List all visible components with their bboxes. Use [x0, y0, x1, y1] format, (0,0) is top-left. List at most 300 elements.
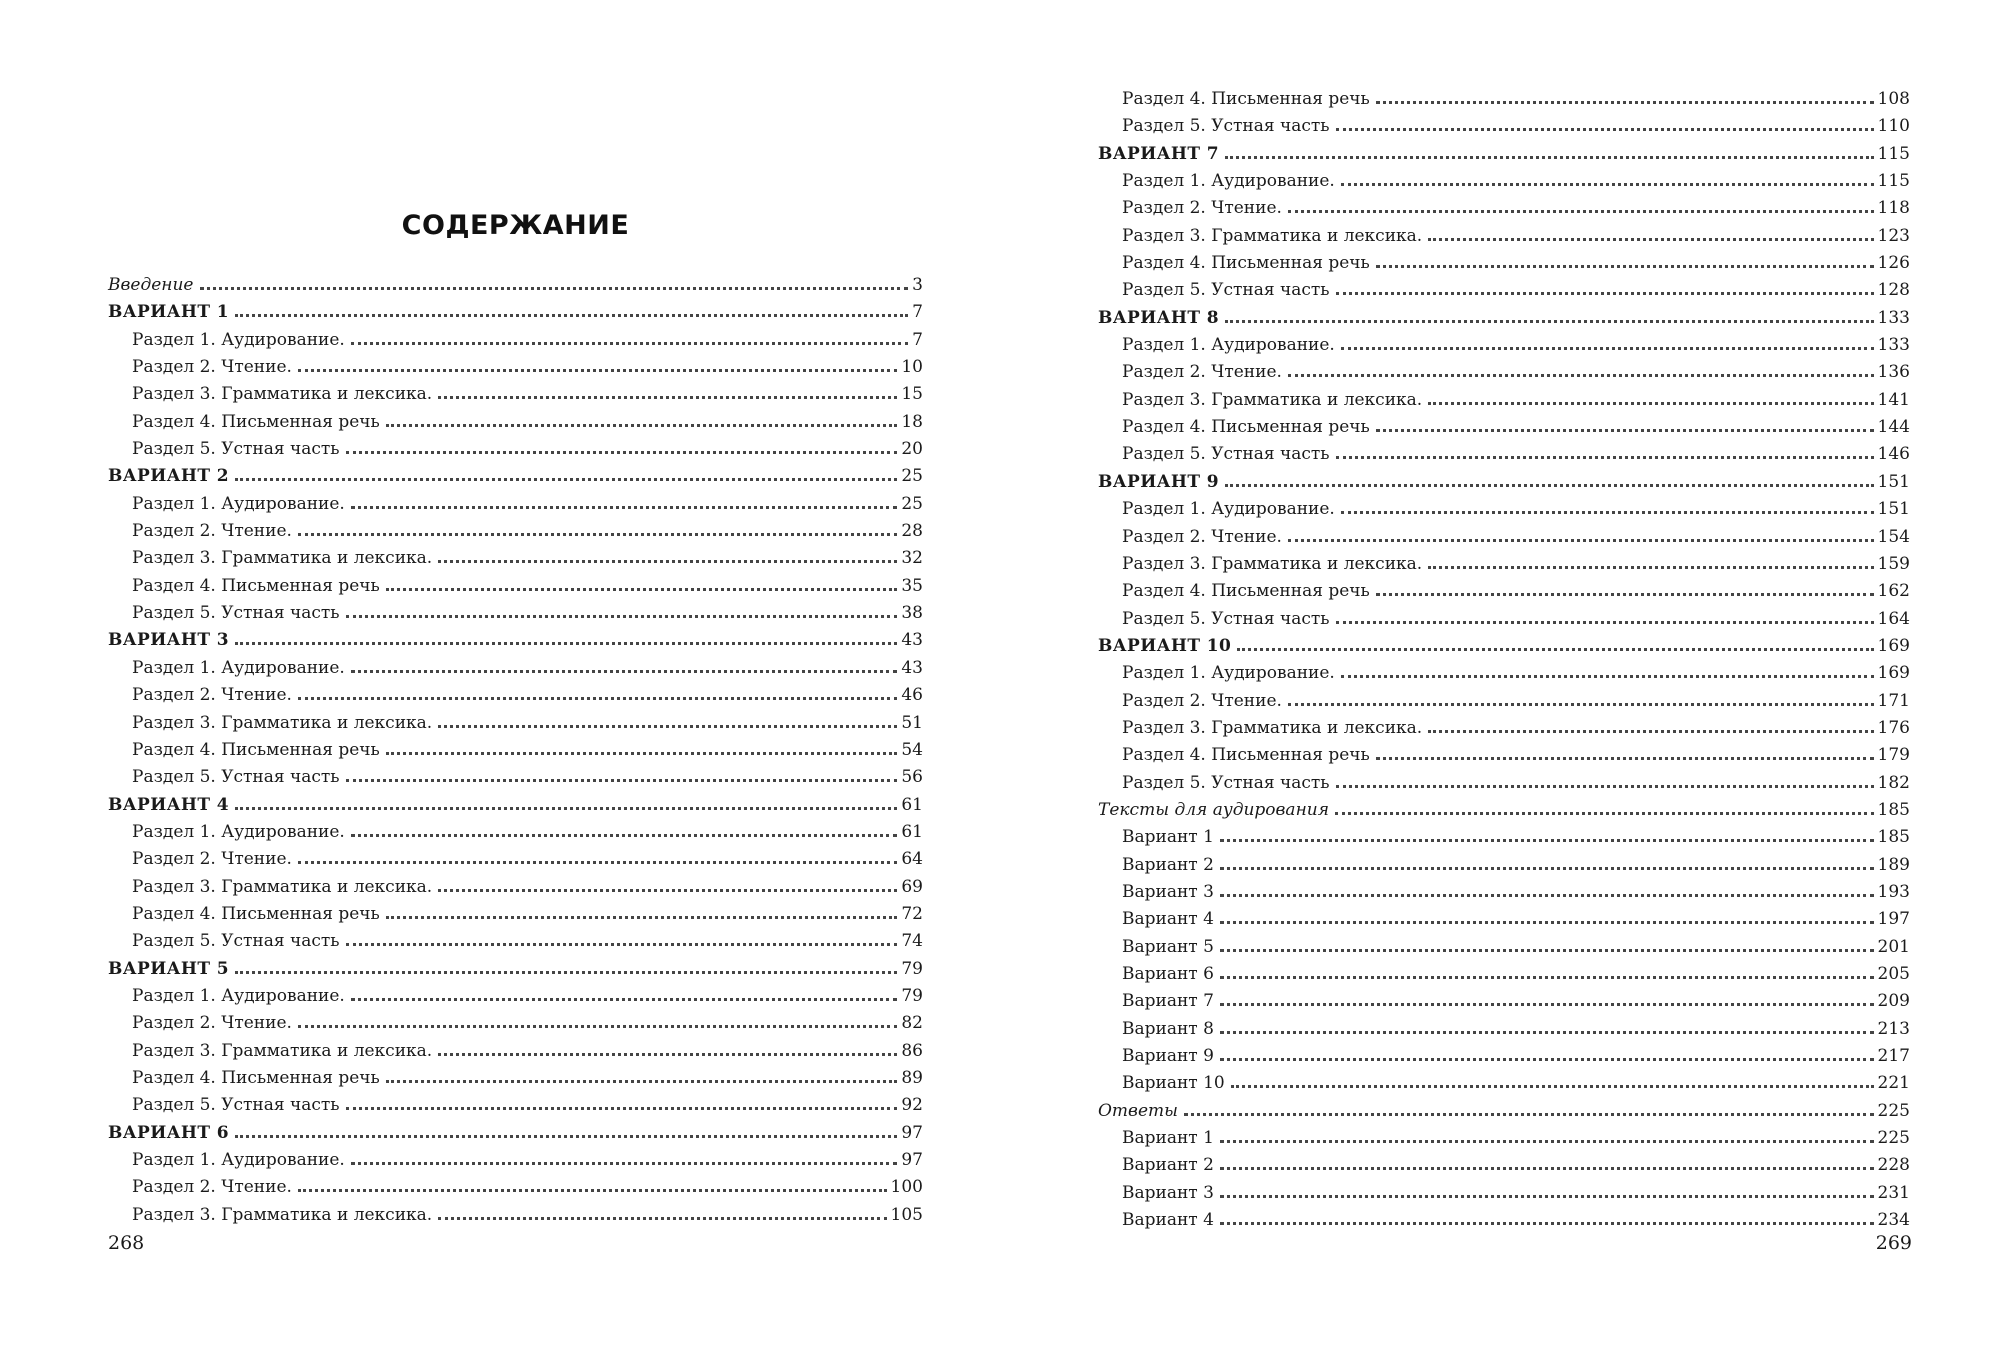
toc-entry-label: Раздел 5. Устная часть	[132, 439, 340, 460]
toc-entry	[1098, 688, 1910, 715]
toc-entry-page: 179	[1877, 745, 1910, 766]
toc-entry	[1098, 1152, 1910, 1179]
dot-leader	[1220, 839, 1874, 842]
toc-entry-label: Раздел 1. Аудирование.	[132, 493, 345, 514]
toc-entry	[1098, 223, 1910, 250]
toc-entry-page: 18	[901, 411, 923, 432]
toc-entry	[108, 627, 923, 654]
toc-entry	[1098, 578, 1910, 605]
toc-entry-label: Раздел 5. Устная часть	[1122, 444, 1330, 465]
toc-entry-page: 185	[1877, 827, 1910, 848]
toc-entry-label: ВАРИАНТ 10	[1098, 635, 1232, 656]
toc-entry	[108, 463, 923, 490]
toc-entry-label: ВАРИАНТ 1	[108, 302, 229, 323]
toc-entry-label: Раздел 5. Устная часть	[132, 1095, 340, 1116]
dot-leader	[351, 998, 898, 1001]
toc-entry	[108, 299, 923, 326]
toc-entry-page: 25	[901, 466, 923, 487]
toc-entry-label: Вариант 1	[1122, 1128, 1214, 1149]
toc-entry-label: Раздел 1. Аудирование.	[1122, 663, 1335, 684]
toc-entry-label: Раздел 5. Устная часть	[1122, 280, 1330, 301]
dot-leader	[386, 588, 898, 591]
toc-entry	[1098, 824, 1910, 851]
dot-leader	[351, 506, 898, 509]
toc-entry-label: Раздел 5. Устная часть	[1122, 608, 1330, 629]
toc-entry-page: 154	[1877, 526, 1910, 547]
dot-leader	[438, 889, 897, 892]
toc-entry	[108, 792, 923, 819]
dot-leader	[235, 642, 897, 645]
toc-entry-label: Раздел 4. Письменная речь	[132, 739, 380, 760]
toc-entry-page: 86	[901, 1040, 923, 1061]
dot-leader	[235, 971, 897, 974]
toc-entry-label: Раздел 3. Грамматика и лексика.	[132, 876, 433, 897]
toc-entry	[1098, 1180, 1910, 1207]
toc-entry-label: Раздел 2. Чтение.	[1122, 526, 1282, 547]
toc-entry-page: 146	[1877, 444, 1910, 465]
dot-leader	[1225, 156, 1874, 159]
toc-entry	[1098, 1125, 1910, 1152]
toc-entry-label: Раздел 2. Чтение.	[1122, 198, 1282, 219]
toc-entry-label: Раздел 2. Чтение.	[132, 1177, 292, 1198]
toc-entry-page: 205	[1877, 964, 1910, 984]
dot-leader	[438, 396, 897, 399]
toc-entry-page: 225	[1877, 1100, 1910, 1121]
dot-leader	[1336, 456, 1874, 459]
toc-entry-label: ВАРИАНТ 3	[108, 630, 229, 651]
dot-leader	[1336, 128, 1874, 131]
toc-entry-page: 217	[1877, 1046, 1910, 1067]
toc-entry	[1098, 606, 1910, 633]
toc-entry-page: 32	[901, 548, 923, 569]
toc-entry-page: 7	[912, 302, 923, 323]
toc-entry-label: Раздел 4. Письменная речь	[1122, 745, 1370, 766]
toc-entry-label: ВАРИАНТ 2	[108, 466, 229, 487]
toc-entry-page: 213	[1877, 1018, 1910, 1039]
toc-entry	[108, 737, 923, 764]
toc-entry-label: Раздел 3. Грамматика и лексика.	[132, 384, 433, 405]
dot-leader	[1220, 1140, 1874, 1143]
toc-entry-page: 110	[1877, 116, 1910, 137]
toc-entry	[108, 436, 923, 463]
toc-entry-page: 79	[901, 958, 923, 979]
toc-entry-label: Вариант 2	[1122, 854, 1214, 875]
toc-entry-page: 43	[901, 657, 923, 678]
toc-entry-label: Раздел 1. Аудирование.	[1122, 499, 1335, 520]
toc-entry-label: Раздел 4. Письменная речь	[1122, 417, 1370, 438]
toc-entry-label: Вариант 8	[1122, 1018, 1214, 1039]
toc-entry-label: Раздел 3. Грамматика и лексика.	[132, 1204, 433, 1225]
dot-leader	[1220, 894, 1874, 897]
toc-entry-label: Раздел 4. Письменная речь	[1122, 89, 1370, 109]
toc-entry	[1098, 305, 1910, 332]
toc-entry	[1098, 86, 1910, 113]
dot-leader	[351, 670, 898, 673]
toc-entry-page: 144	[1877, 417, 1910, 438]
toc-entry-page: 7	[912, 329, 923, 350]
toc-entry	[108, 272, 923, 299]
toc-entry-label: ВАРИАНТ 6	[108, 1122, 229, 1143]
toc-entry-page: 225	[1877, 1128, 1910, 1149]
toc-entry	[108, 573, 923, 600]
toc-entry	[1098, 469, 1910, 496]
toc-entry-label: Раздел 2. Чтение.	[132, 849, 292, 870]
toc-entry-page: 43	[901, 630, 923, 651]
dot-leader	[1225, 484, 1874, 487]
toc-entry-page: 171	[1877, 690, 1910, 711]
toc-entry-page: 182	[1877, 772, 1910, 793]
toc-entry-label: Раздел 1. Аудирование.	[132, 329, 345, 350]
toc-entry-page: 79	[901, 985, 923, 1006]
toc-entry-page: 105	[890, 1204, 923, 1225]
toc-entry	[108, 655, 923, 682]
toc-entry-label: Вариант 2	[1122, 1155, 1214, 1176]
dot-leader	[438, 725, 897, 728]
toc-entry-label: Раздел 5. Устная часть	[1122, 116, 1330, 137]
toc-entry-label: Раздел 5. Устная часть	[1122, 772, 1330, 793]
toc-entry-label: Вариант 3	[1122, 881, 1214, 902]
dot-leader	[1335, 812, 1874, 815]
toc-entry	[108, 327, 923, 354]
toc-entry	[1098, 1043, 1910, 1070]
dot-leader	[1428, 238, 1873, 241]
dot-leader	[1428, 402, 1873, 405]
toc-entry	[108, 819, 923, 846]
dot-leader	[438, 1217, 886, 1220]
toc-entry-label: Тексты для аудирования	[1098, 799, 1329, 820]
toc-entry-label: Раздел 3. Грамматика и лексика.	[1122, 553, 1423, 574]
toc-entry-page: 133	[1877, 307, 1910, 328]
dot-leader	[386, 424, 898, 427]
toc-entry-label: Вариант 5	[1122, 936, 1214, 957]
toc-entry	[1098, 414, 1910, 441]
dot-leader	[386, 1080, 898, 1083]
dot-leader	[1376, 593, 1874, 596]
dot-leader	[438, 560, 897, 563]
toc-entry	[1098, 277, 1910, 304]
dot-leader	[1428, 566, 1873, 569]
toc-entry-page: 234	[1877, 1210, 1910, 1231]
dot-leader	[346, 943, 898, 946]
toc-entry-page: 89	[901, 1067, 923, 1088]
dot-leader	[1341, 183, 1874, 186]
toc-entry-page: 56	[901, 767, 923, 788]
dot-leader	[298, 533, 897, 536]
toc-entry-page: 193	[1877, 881, 1910, 902]
dot-leader	[1220, 1058, 1874, 1061]
toc-entry-page: 92	[901, 1095, 923, 1116]
dot-leader	[351, 1162, 898, 1165]
toc-entry-page: 69	[901, 876, 923, 897]
toc-entry	[108, 1092, 923, 1119]
toc-entry	[108, 545, 923, 572]
toc-entry	[108, 874, 923, 901]
toc-entry-label: Вариант 3	[1122, 1182, 1214, 1203]
toc-entry	[1098, 1016, 1910, 1043]
toc-entry	[1098, 1098, 1910, 1125]
toc-entry-label: Раздел 2. Чтение.	[1122, 690, 1282, 711]
page-number-left: 268	[108, 1232, 145, 1254]
dot-leader	[351, 834, 898, 837]
toc-entry	[108, 1174, 923, 1201]
toc-entry	[108, 956, 923, 983]
dot-leader	[1336, 621, 1874, 624]
dot-leader	[1341, 511, 1874, 514]
page-title: СОДЕРЖАНИЕ	[401, 210, 630, 241]
toc-entry	[108, 409, 923, 436]
dot-leader	[1341, 675, 1874, 678]
toc-entry-label: Раздел 3. Грамматика и лексика.	[132, 1040, 433, 1061]
toc-entry	[1098, 934, 1910, 961]
toc-list-right	[1098, 86, 1910, 1234]
toc-entry-label: ВАРИАНТ 4	[108, 794, 229, 815]
toc-entry	[1098, 359, 1910, 386]
toc-entry-page: 221	[1877, 1073, 1910, 1094]
dot-leader	[1220, 949, 1874, 952]
toc-entry-label: ВАРИАНТ 9	[1098, 471, 1219, 492]
toc-entry	[1098, 879, 1910, 906]
toc-entry-page: 25	[901, 493, 923, 514]
dot-leader	[1336, 292, 1874, 295]
toc-entry	[1098, 195, 1910, 222]
dot-leader	[298, 1025, 897, 1028]
toc-entry	[108, 518, 923, 545]
dot-leader	[1237, 648, 1873, 651]
dot-leader	[298, 369, 897, 372]
toc-entry-label: Раздел 2. Чтение.	[132, 521, 292, 542]
toc-entry	[108, 1065, 923, 1092]
dot-leader	[1220, 1222, 1874, 1225]
dot-leader	[1341, 347, 1874, 350]
dot-leader	[1231, 1085, 1874, 1088]
toc-entry-label: Ответы	[1098, 1100, 1178, 1121]
dot-leader	[1220, 976, 1874, 979]
toc-entry-page: 54	[901, 739, 923, 760]
toc-entry	[1098, 250, 1910, 277]
toc-entry-page: 118	[1877, 198, 1910, 219]
toc-entry-page: 38	[901, 603, 923, 624]
dot-leader	[1220, 1167, 1874, 1170]
toc-entry-label: Раздел 5. Устная часть	[132, 767, 340, 788]
dot-leader	[235, 314, 908, 317]
toc-entry	[108, 928, 923, 955]
toc-entry	[1098, 1207, 1910, 1234]
toc-entry	[1098, 797, 1910, 824]
toc-entry	[108, 764, 923, 791]
toc-entry	[1098, 1070, 1910, 1097]
toc-entry	[108, 846, 923, 873]
toc-entry-label: Раздел 2. Чтение.	[132, 357, 292, 378]
toc-entry	[1098, 168, 1910, 195]
toc-entry	[1098, 441, 1910, 468]
dot-leader	[1220, 867, 1874, 870]
toc-entry-label: Раздел 1. Аудирование.	[132, 1150, 345, 1170]
toc-entry-page: 97	[901, 1122, 923, 1143]
toc-entry-page: 100	[890, 1177, 923, 1198]
toc-entry-page: 133	[1877, 335, 1910, 356]
toc-entry-page: 82	[901, 1013, 923, 1034]
toc-entry-page: 46	[901, 685, 923, 706]
dot-leader	[1288, 539, 1874, 542]
toc-entry-page: 136	[1877, 362, 1910, 383]
toc-entry-page: 164	[1877, 608, 1910, 629]
dot-leader	[386, 916, 898, 919]
toc-entry-label: Раздел 1. Аудирование.	[132, 821, 345, 842]
toc-entry-page: 231	[1877, 1182, 1910, 1203]
toc-entry-label: Раздел 4. Письменная речь	[1122, 581, 1370, 602]
toc-entry-page: 201	[1877, 936, 1910, 957]
dot-leader	[1376, 757, 1874, 760]
toc-entry	[1098, 852, 1910, 879]
toc-entry-page: 169	[1877, 635, 1910, 656]
toc-entry-label: ВАРИАНТ 5	[108, 958, 229, 979]
right-page	[1000, 0, 2000, 1350]
toc-entry	[108, 710, 923, 737]
dot-leader	[1376, 265, 1874, 268]
dot-leader	[1288, 210, 1874, 213]
toc-entry	[1098, 551, 1910, 578]
toc-entry-page: 10	[901, 357, 923, 378]
dot-leader	[1428, 730, 1873, 733]
dot-leader	[1288, 703, 1874, 706]
dot-leader	[351, 342, 908, 345]
dot-leader	[346, 615, 898, 618]
toc-entry	[108, 1038, 923, 1065]
dot-leader	[1288, 374, 1874, 377]
toc-entry-page: 64	[901, 849, 923, 870]
dot-leader	[298, 697, 897, 700]
dot-leader	[1376, 429, 1874, 432]
dot-leader	[1220, 1031, 1874, 1034]
toc-entry	[1098, 496, 1910, 523]
dot-leader	[200, 287, 909, 290]
toc-entry-page: 35	[901, 575, 923, 596]
toc-entry-label: Раздел 2. Чтение.	[1122, 362, 1282, 383]
toc-entry-label: Раздел 5. Устная часть	[132, 603, 340, 624]
toc-entry-label: Вариант 7	[1122, 991, 1214, 1012]
toc-entry-label: Раздел 1. Аудирование.	[132, 657, 345, 678]
toc-entry	[1098, 988, 1910, 1015]
toc-entry	[1098, 141, 1910, 168]
dot-leader	[386, 752, 898, 755]
dot-leader	[1220, 1003, 1874, 1006]
toc-entry	[108, 491, 923, 518]
toc-entry-page: 108	[1877, 89, 1910, 109]
toc-entry	[1098, 770, 1910, 797]
toc-entry	[108, 983, 923, 1010]
toc-entry-label: Раздел 2. Чтение.	[132, 685, 292, 706]
toc-entry-label: Раздел 3. Грамматика и лексика.	[132, 548, 433, 569]
toc-entry-label: Вариант 9	[1122, 1046, 1214, 1067]
toc-entry-label: Раздел 4. Письменная речь	[1122, 253, 1370, 274]
toc-entry-label: Раздел 4. Письменная речь	[132, 411, 380, 432]
toc-entry	[1098, 715, 1910, 742]
toc-entry	[108, 682, 923, 709]
toc-entry-page: 97	[901, 1150, 923, 1170]
toc-entry-label: ВАРИАНТ 7	[1098, 143, 1219, 164]
toc-entry-label: Раздел 4. Письменная речь	[132, 903, 380, 924]
toc-entry-page: 169	[1877, 663, 1910, 684]
toc-entry	[1098, 332, 1910, 359]
toc-entry-page: 115	[1877, 171, 1910, 192]
dot-leader	[298, 861, 897, 864]
toc-entry	[108, 1120, 923, 1147]
toc-entry-page: 151	[1877, 499, 1910, 520]
toc-entry	[108, 901, 923, 928]
toc-entry-label: Раздел 1. Аудирование.	[1122, 335, 1335, 356]
page-number-right: 269	[1875, 1232, 1912, 1254]
dot-leader	[1220, 1195, 1874, 1198]
toc-entry-label: Вариант 4	[1122, 1210, 1214, 1231]
dot-leader	[235, 1135, 897, 1138]
toc-entry-page: 20	[901, 439, 923, 460]
toc-entry	[1098, 742, 1910, 769]
toc-entry	[108, 381, 923, 408]
dot-leader	[1184, 1113, 1874, 1116]
toc-entry-page: 61	[901, 794, 923, 815]
toc-entry-page: 151	[1877, 471, 1910, 492]
dot-leader	[346, 779, 898, 782]
dot-leader	[298, 1189, 887, 1192]
toc-entry-label: Раздел 3. Грамматика и лексика.	[1122, 717, 1423, 738]
toc-entry	[1098, 906, 1910, 933]
toc-entry-label: Введение	[108, 275, 194, 295]
toc-entry-page: 159	[1877, 553, 1910, 574]
toc-entry-page: 115	[1877, 143, 1910, 164]
toc-entry	[108, 600, 923, 627]
toc-entry-page: 15	[901, 384, 923, 405]
toc-entry-label: ВАРИАНТ 8	[1098, 307, 1219, 328]
toc-entry-page: 209	[1877, 991, 1910, 1012]
toc-entry-label: Вариант 10	[1122, 1073, 1225, 1094]
toc-entry-page: 189	[1877, 854, 1910, 875]
toc-entry-page: 141	[1877, 389, 1910, 410]
toc-entry	[1098, 113, 1910, 140]
dot-leader	[235, 478, 897, 481]
toc-entry	[1098, 387, 1910, 414]
toc-entry	[108, 354, 923, 381]
toc-entry-label: Раздел 3. Грамматика и лексика.	[132, 712, 433, 733]
toc-entry-page: 28	[901, 521, 923, 542]
toc-entry-label: Вариант 6	[1122, 964, 1214, 984]
dot-leader	[1376, 101, 1874, 104]
toc-entry-page: 51	[901, 712, 923, 733]
toc-entry-page: 3	[912, 275, 923, 295]
toc-entry-page: 197	[1877, 909, 1910, 930]
toc-entry-label: Раздел 3. Грамматика и лексика.	[1122, 225, 1423, 246]
toc-entry-label: Раздел 1. Аудирование.	[1122, 171, 1335, 192]
toc-entry-page: 74	[901, 931, 923, 952]
toc-entry-page: 185	[1877, 799, 1910, 820]
toc-entry	[108, 1010, 923, 1037]
toc-entry-label: Вариант 4	[1122, 909, 1214, 930]
toc-entry-label: Раздел 2. Чтение.	[132, 1013, 292, 1034]
toc-entry	[1098, 660, 1910, 687]
toc-entry-page: 123	[1877, 225, 1910, 246]
dot-leader	[1220, 921, 1874, 924]
toc-entry-page: 162	[1877, 581, 1910, 602]
dot-leader	[346, 451, 898, 454]
dot-leader	[346, 1107, 898, 1110]
toc-entry-label: Раздел 4. Письменная речь	[132, 1067, 380, 1088]
toc-entry-label: Раздел 4. Письменная речь	[132, 575, 380, 596]
toc-entry-page: 176	[1877, 717, 1910, 738]
toc-entry	[1098, 633, 1910, 660]
toc-entry-page: 61	[901, 821, 923, 842]
toc-entry	[108, 1202, 923, 1229]
toc-entry-page: 228	[1877, 1155, 1910, 1176]
toc-entry	[108, 1147, 923, 1174]
